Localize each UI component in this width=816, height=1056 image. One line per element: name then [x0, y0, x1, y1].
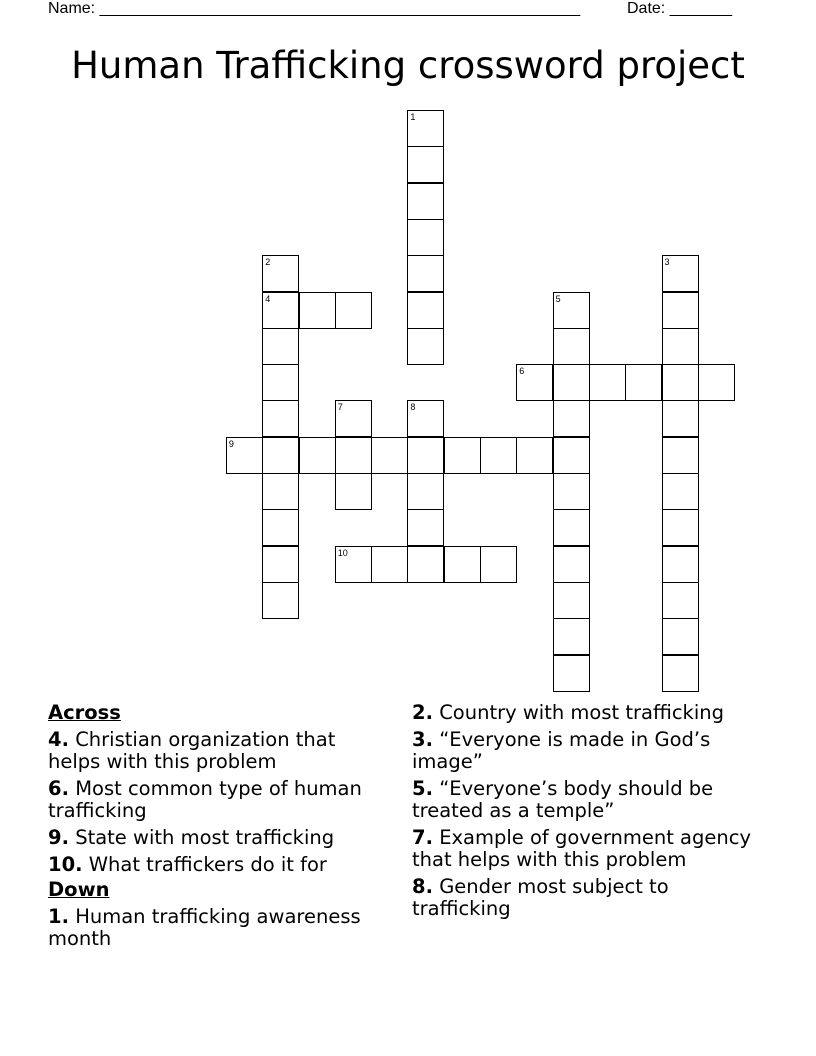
clues-right-column — [412, 702, 762, 925]
clue-number-label: 8 — [410, 402, 416, 413]
crossword-cell[interactable] — [371, 437, 408, 474]
crossword-cell[interactable] — [407, 437, 444, 474]
crossword-cell[interactable] — [407, 509, 444, 546]
clue-down-3 — [412, 729, 762, 773]
crossword-cell[interactable] — [698, 364, 735, 401]
crossword-cell[interactable] — [407, 255, 444, 292]
crossword-cell[interactable] — [262, 546, 299, 583]
clue-text: Human trafficking awareness month — [48, 905, 361, 950]
crossword-cell[interactable] — [553, 328, 590, 365]
crossword-cell[interactable] — [553, 655, 590, 692]
crossword-cell[interactable] — [335, 400, 372, 437]
crossword-cell[interactable] — [553, 364, 590, 401]
crossword-cell[interactable] — [335, 473, 372, 510]
crossword-cell[interactable] — [662, 655, 699, 692]
crossword-cell[interactable] — [262, 582, 299, 619]
crossword-cell[interactable] — [480, 437, 517, 474]
clue-number-label: 10 — [337, 547, 348, 558]
crossword-cell[interactable] — [444, 546, 481, 583]
clue-number: 9. — [48, 826, 69, 849]
clue-number-label: 9 — [228, 438, 234, 449]
clue-number: 2. — [412, 701, 433, 724]
crossword-cell[interactable] — [516, 364, 553, 401]
crossword-cell[interactable] — [553, 400, 590, 437]
crossword-cell[interactable] — [226, 437, 263, 474]
crossword-cell[interactable] — [407, 292, 444, 329]
crossword-cell[interactable] — [262, 292, 299, 329]
crossword-cell[interactable] — [407, 328, 444, 365]
crossword-cell[interactable] — [553, 292, 590, 329]
crossword-cell[interactable] — [262, 473, 299, 510]
crossword-cell[interactable] — [371, 546, 408, 583]
crossword-cell[interactable] — [662, 400, 699, 437]
crossword-cell[interactable] — [335, 546, 372, 583]
crossword-cell[interactable] — [262, 364, 299, 401]
crossword-cell[interactable] — [553, 509, 590, 546]
clue-text: Gender most subject to trafficking — [412, 875, 669, 920]
crossword-cell[interactable] — [407, 146, 444, 183]
clue-number-label: 5 — [555, 293, 561, 304]
crossword-cell[interactable] — [407, 546, 444, 583]
crossword-cell[interactable] — [480, 546, 517, 583]
crossword-cell[interactable] — [407, 473, 444, 510]
clue-text: Example of government agency that helps with this problem — [412, 826, 751, 871]
clue-number-label: 3 — [664, 257, 670, 268]
crossword-cell[interactable] — [553, 437, 590, 474]
crossword-cell[interactable] — [335, 292, 372, 329]
crossword-cell[interactable] — [407, 219, 444, 256]
clue-across-6 — [48, 778, 388, 822]
crossword-cell[interactable] — [662, 509, 699, 546]
clues-left-column — [48, 702, 388, 955]
clue-number: 1. — [48, 905, 69, 928]
crossword-cell[interactable] — [589, 364, 626, 401]
crossword-cell[interactable] — [262, 400, 299, 437]
down-heading: Down — [48, 878, 110, 901]
clue-text: State with most trafficking — [75, 826, 335, 849]
crossword-cell[interactable] — [262, 437, 299, 474]
clue-number-label: 4 — [265, 293, 271, 304]
crossword-cell[interactable] — [625, 364, 662, 401]
crossword-cell[interactable] — [662, 328, 699, 365]
clue-across-9 — [48, 827, 388, 849]
crossword-cell[interactable] — [553, 473, 590, 510]
clue-text: “Everyone is made in God’s image” — [412, 728, 711, 773]
clue-number-label: 6 — [519, 366, 525, 377]
clue-down-2 — [412, 702, 762, 724]
clue-text: What traffickers do it for — [88, 853, 327, 876]
clue-text: Most common type of human trafficking — [48, 777, 362, 822]
clue-text: Country with most trafficking — [439, 701, 724, 724]
clue-number: 5. — [412, 777, 433, 800]
crossword-cell[interactable] — [662, 582, 699, 619]
clue-number: 8. — [412, 875, 433, 898]
date-field[interactable]: Date: _______ — [627, 0, 732, 17]
crossword-cell[interactable] — [299, 437, 336, 474]
clue-text: Christian organization that helps with this problem — [48, 728, 336, 773]
crossword-cell[interactable] — [407, 110, 444, 147]
crossword-cell[interactable] — [299, 292, 336, 329]
clue-number: 6. — [48, 777, 69, 800]
clue-across-10 — [48, 854, 388, 876]
crossword-cell[interactable] — [407, 400, 444, 437]
clue-down-1 — [48, 906, 388, 950]
name-field[interactable]: Name: ______________________________________________________ — [48, 0, 581, 17]
crossword-cell[interactable] — [662, 546, 699, 583]
clue-number-label: 2 — [265, 257, 271, 268]
crossword-cell[interactable] — [262, 509, 299, 546]
crossword-cell[interactable] — [662, 364, 699, 401]
crossword-cell[interactable] — [407, 183, 444, 220]
crossword-cell[interactable] — [662, 255, 699, 292]
crossword-cell[interactable] — [662, 618, 699, 655]
crossword-cell[interactable] — [262, 328, 299, 365]
clue-down-5 — [412, 778, 762, 822]
across-heading: Across — [48, 701, 121, 724]
clue-number-label: 1 — [410, 112, 416, 122]
crossword-cell[interactable] — [444, 437, 481, 474]
clue-number-label: 7 — [337, 402, 343, 413]
crossword-cell[interactable] — [662, 473, 699, 510]
crossword-cell[interactable] — [553, 618, 590, 655]
crossword-cell[interactable] — [662, 437, 699, 474]
crossword-cell[interactable] — [516, 437, 553, 474]
crossword-cell[interactable] — [262, 255, 299, 292]
clue-number: 10. — [48, 853, 83, 876]
clue-across-4 — [48, 729, 388, 773]
page-title: Human Trafficking crossword project — [71, 44, 745, 87]
crossword-cell[interactable] — [662, 292, 699, 329]
crossword-cell[interactable] — [553, 582, 590, 619]
clue-number: 3. — [412, 728, 433, 751]
clue-text: “Everyone’s body should be treated as a temple” — [412, 777, 714, 822]
crossword-cell[interactable] — [553, 546, 590, 583]
clue-down-8 — [412, 876, 762, 920]
crossword-cell[interactable] — [335, 437, 372, 474]
clue-down-7 — [412, 827, 762, 871]
clue-number: 7. — [412, 826, 433, 849]
clue-number: 4. — [48, 728, 69, 751]
